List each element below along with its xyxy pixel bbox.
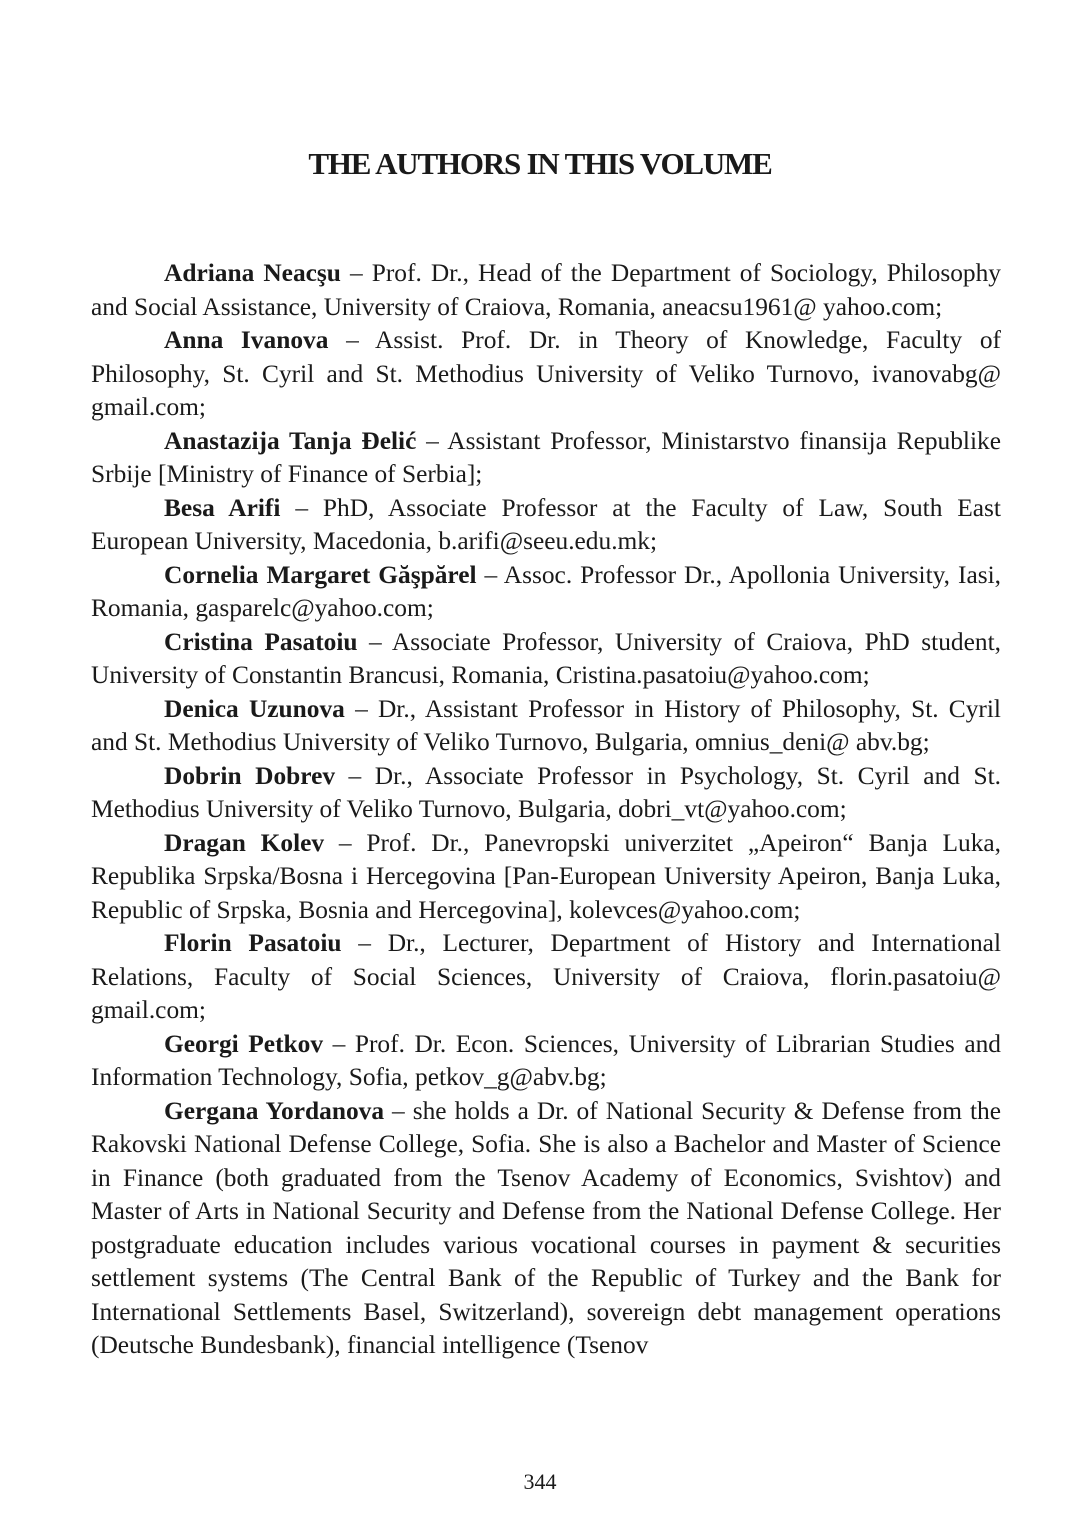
author-entry <box>91 1095 1001 1363</box>
author-description: – Dr., Lecturer, Department of History and International Relations, Faculty of Social Sciences, University of Craiova, florin.pasatoiu@ gmail.com; <box>91 929 1001 1024</box>
author-entry <box>91 827 1001 928</box>
author-name: Denica Uzunova <box>164 694 345 723</box>
page-number: 344 <box>523 1469 557 1494</box>
author-description: – Associate Professor, University of Craiova, PhD student, University of Constantin Brancusi, Romania, Cristina.pasatoiu@yahoo.com; <box>91 627 1001 689</box>
author-name: Besa Arifi <box>164 493 281 522</box>
author-description: – Prof. Dr., Head of the Department of Sociology, Philosophy and Social Assistance, University of Craiova, Romania, aneacsu1961@ yahoo.com; <box>91 259 1001 321</box>
author-description: – Assist. Prof. Dr. in Theory of Knowledge, Faculty of Philosophy, St. Cyril and St. Methodius University of Veliko Turnovo, ivanovabg@ gmail.com; <box>91 326 1001 421</box>
author-description: – Dr., Associate Professor in Psychology, St. Cyril and St. Methodius University of Veliko Turnovo, Bulgaria, dobri_vt@yahoo.com; <box>91 761 1002 823</box>
author-description: – PhD, Associate Professor at the Faculty of Law, South East European University, Macedonia, b.arifi@seeu.edu.mk; <box>91 493 1001 555</box>
author-name: Dragan Kolev <box>164 828 325 857</box>
author-name: Anna Ivanova <box>164 326 329 354</box>
author-entry <box>91 693 1001 760</box>
author-name: Gergana Yordanova <box>164 1096 385 1125</box>
page-title: THE AUTHORS IN THIS VOLUME <box>308 146 772 181</box>
author-name: Cristina Pasatoiu <box>164 627 358 656</box>
author-entry <box>91 1028 1001 1095</box>
author-entry <box>91 559 1001 626</box>
author-entry <box>91 257 1001 324</box>
author-name: Adriana Neacşu <box>164 259 341 287</box>
author-name: Anastazija Tanja Đelić <box>164 426 417 455</box>
author-name: Florin Pasatoiu <box>164 929 342 957</box>
author-entry <box>91 324 1001 425</box>
author-name: Dobrin Dobrev <box>164 761 336 790</box>
author-entry <box>91 492 1001 559</box>
author-name: Georgi Petkov <box>164 1029 324 1058</box>
author-description: – Prof. Dr., Panevropski univerzitet „Apeiron“ Banja Luka, Republika Srpska/Bosna i Hercegovina [Pan-European University Apeiron, Banja Luka, Republic of Srpska, Bosnia and Hercegovina], kolevces@yahoo.com; <box>91 828 1002 924</box>
author-description: – Assistant Professor, Ministarstvo finansija Republike Srbije [Ministry of Finance of Serbia]; <box>91 426 1002 488</box>
author-description: – Assoc. Professor Dr., Apollonia University, Iasi, Romania, gasparelc@yahoo.com; <box>91 560 1001 622</box>
author-description: – Prof. Dr. Econ. Sciences, University of Librarian Studies and Information Technology, Sofia, petkov_g@abv.bg; <box>91 1029 1002 1091</box>
author-entry <box>91 927 1001 1028</box>
author-entry <box>91 760 1001 827</box>
author-description: – Dr., Assistant Professor in History of Philosophy, St. Cyril and St. Methodius University of Veliko Turnovo, Bulgaria, omnius_deni@ abv.bg; <box>91 694 1001 756</box>
author-description: – she holds a Dr. of National Security & Defense from the Rakovski National Defense College, Sofia. She is also a Bachelor and Master of Science in Finance (both graduated from the Tsenov Academy of Economics, Svishtov) and Master of Arts in National Security and Defense from the National Defense College. Her postgraduate education includes various vocational courses in payment & securities settlement systems (The Central Bank of the Republic of Turkey and the Bank for International Settlements Basel, Switzerland), sovereign debt management operations (Deutsche Bundesbank), financial intelligence (Tsenov <box>91 1096 1001 1359</box>
author-name: Cornelia Margaret Găşpărel <box>164 560 477 589</box>
author-list <box>91 257 1001 1363</box>
author-entry <box>91 626 1001 693</box>
author-entry <box>91 425 1001 492</box>
